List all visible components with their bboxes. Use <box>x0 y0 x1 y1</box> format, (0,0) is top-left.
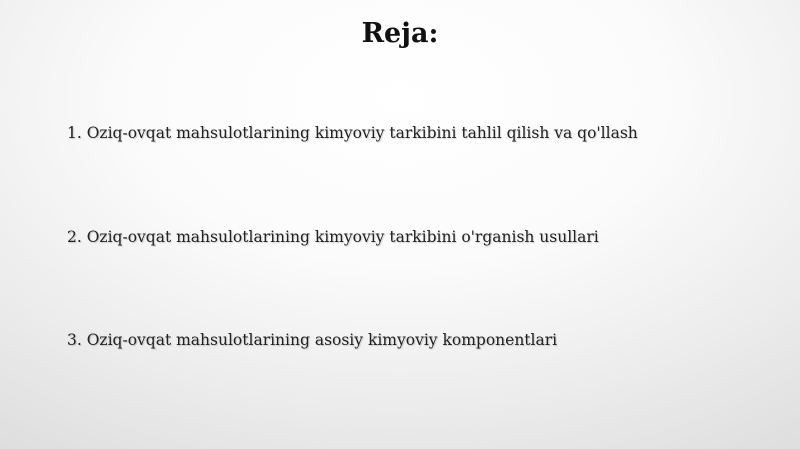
slide-title: Reja: <box>361 18 439 49</box>
plan-item-2: 2. Oziq-ovqat mahsulotlarining kimyoviy tarkibini o'rganish usullari <box>67 228 599 246</box>
plan-item-3: 3. Oziq-ovqat mahsulotlarining asosiy kimyoviy komponentlari <box>67 331 558 349</box>
plan-item-1: 1. Oziq-ovqat mahsulotlarining kimyoviy tarkibini tahlil qilish va qo'llash <box>67 124 638 142</box>
